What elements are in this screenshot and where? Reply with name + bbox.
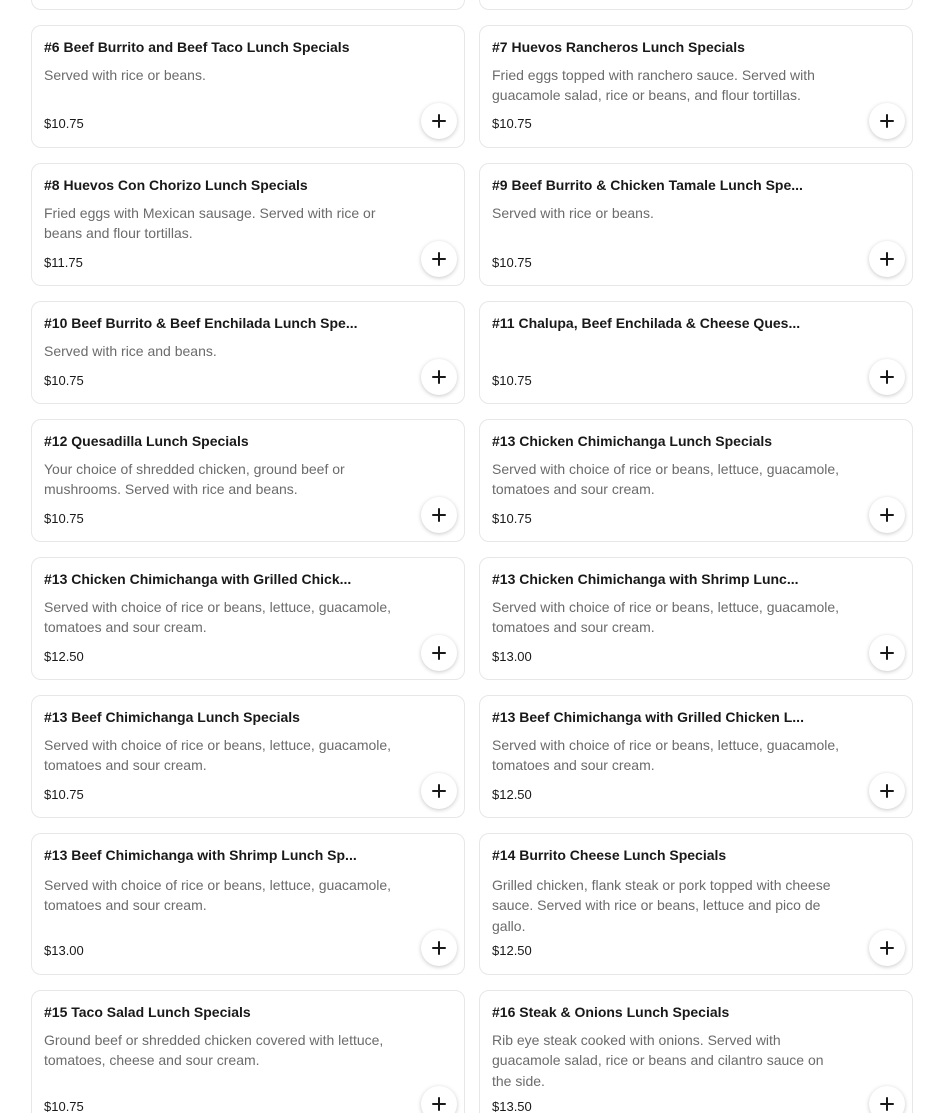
menu-item-title: #12 Quesadilla Lunch Specials <box>44 433 249 449</box>
menu-item-card[interactable] <box>479 557 913 680</box>
menu-item-card[interactable] <box>31 557 465 680</box>
menu-item-price: $10.75 <box>44 373 84 388</box>
menu-item-price: $12.50 <box>492 943 532 958</box>
plus-icon <box>432 114 446 128</box>
menu-item-price: $10.75 <box>492 255 532 270</box>
menu-item-description: Served with rice or beans. <box>492 205 654 221</box>
menu-item-card[interactable] <box>31 419 465 542</box>
menu-item-price: $10.75 <box>492 373 532 388</box>
add-item-button[interactable] <box>421 773 457 809</box>
add-item-button[interactable] <box>869 635 905 671</box>
menu-item-price: $10.75 <box>44 1099 84 1113</box>
menu-item-description: Served with choice of rice or beans, lettuce, guacamole, tomatoes and sour cream. <box>44 599 392 636</box>
menu-item-price: $12.50 <box>44 649 84 664</box>
menu-item-price: $10.75 <box>492 116 532 131</box>
menu-item-price: $13.50 <box>492 1099 532 1113</box>
menu-item-description: Rib eye steak cooked with onions. Served with guacamole salad, rice or beans and cilantro sauce on the side. <box>492 1032 824 1089</box>
plus-icon <box>880 1097 894 1111</box>
menu-item-card[interactable] <box>479 695 913 818</box>
menu-item-title: #8 Huevos Con Chorizo Lunch Specials <box>44 177 308 193</box>
menu-item-description: Served with choice of rice or beans, lettuce, guacamole, tomatoes and sour cream. <box>492 599 840 636</box>
add-item-button[interactable] <box>869 241 905 277</box>
plus-icon <box>880 114 894 128</box>
add-item-button[interactable] <box>869 359 905 395</box>
menu-item-title: #15 Taco Salad Lunch Specials <box>44 1004 251 1020</box>
menu-item-title: #11 Chalupa, Beef Enchilada & Cheese Ques... <box>492 315 801 331</box>
plus-icon <box>432 646 446 660</box>
add-item-button[interactable] <box>421 497 457 533</box>
add-item-button[interactable] <box>869 103 905 139</box>
menu-item-price: $10.75 <box>44 116 84 131</box>
plus-icon <box>880 941 894 955</box>
add-item-button[interactable] <box>869 1086 905 1113</box>
plus-icon <box>880 508 894 522</box>
add-item-button[interactable] <box>869 930 905 966</box>
plus-icon <box>432 784 446 798</box>
menu-item-card[interactable] <box>479 419 913 542</box>
add-item-button[interactable] <box>421 1086 457 1113</box>
menu-item-title: #13 Chicken Chimichanga with Shrimp Lunc... <box>492 571 799 587</box>
menu-item-price: $10.75 <box>492 511 532 526</box>
menu-item-card-partial[interactable] <box>31 0 465 10</box>
menu-item-card[interactable] <box>479 990 913 1113</box>
menu-item-title: #13 Chicken Chimichanga Lunch Specials <box>492 433 773 449</box>
menu-item-description: Fried eggs with Mexican sausage. Served with rice or beans and flour tortillas. <box>44 205 376 242</box>
menu-item-title: #14 Burrito Cheese Lunch Specials <box>492 847 727 863</box>
menu-item-description: Grilled chicken, flank steak or pork topped with cheese sauce. Served with rice or beans, lettuce and pico de gallo. <box>492 877 831 934</box>
add-item-button[interactable] <box>421 359 457 395</box>
menu-item-card[interactable] <box>31 301 465 404</box>
menu-item-title: #7 Huevos Rancheros Lunch Specials <box>492 39 745 55</box>
plus-icon <box>432 1097 446 1111</box>
plus-icon <box>432 508 446 522</box>
menu-item-card[interactable] <box>479 163 913 286</box>
plus-icon <box>432 370 446 384</box>
menu-item-card[interactable] <box>31 25 465 148</box>
menu-item-card[interactable] <box>479 833 913 975</box>
menu-item-price: $13.00 <box>492 649 532 664</box>
menu-item-description: Served with rice and beans. <box>44 343 217 359</box>
menu-item-title: #9 Beef Burrito & Chicken Tamale Lunch Spe... <box>492 177 803 193</box>
add-item-button[interactable] <box>869 773 905 809</box>
plus-icon <box>432 252 446 266</box>
menu-item-description: Served with choice of rice or beans, lettuce, guacamole, tomatoes and sour cream. <box>44 737 392 774</box>
menu-item-card-partial[interactable] <box>479 0 913 10</box>
plus-icon <box>880 370 894 384</box>
add-item-button[interactable] <box>421 930 457 966</box>
menu-item-description: Served with choice of rice or beans, lettuce, guacamole, tomatoes and sour cream. <box>492 461 840 498</box>
menu-item-price: $10.75 <box>44 511 84 526</box>
menu-item-description: Served with choice of rice or beans, lettuce, guacamole, tomatoes and sour cream. <box>44 877 392 914</box>
add-item-button[interactable] <box>869 497 905 533</box>
menu-item-title: #13 Chicken Chimichanga with Grilled Chick... <box>44 571 352 587</box>
menu-item-title: #10 Beef Burrito & Beef Enchilada Lunch Spe... <box>44 315 358 331</box>
add-item-button[interactable] <box>421 241 457 277</box>
menu-item-card[interactable] <box>479 301 913 404</box>
menu-item-description: Ground beef or shredded chicken covered with lettuce, tomatoes, cheese and sour cream. <box>44 1032 384 1069</box>
menu-item-price: $12.50 <box>492 787 532 802</box>
menu-item-title: #13 Beef Chimichanga Lunch Specials <box>44 709 300 725</box>
menu-item-card[interactable] <box>31 163 465 286</box>
add-item-button[interactable] <box>421 635 457 671</box>
plus-icon <box>880 784 894 798</box>
menu-item-card[interactable] <box>31 833 465 975</box>
menu-item-card[interactable] <box>31 990 465 1113</box>
menu-item-card[interactable] <box>31 695 465 818</box>
plus-icon <box>432 941 446 955</box>
menu-item-description: Served with choice of rice or beans, lettuce, guacamole, tomatoes and sour cream. <box>492 737 840 774</box>
menu-item-description: Your choice of shredded chicken, ground beef or mushrooms. Served with rice and beans. <box>44 461 345 498</box>
add-item-button[interactable] <box>421 103 457 139</box>
menu-item-price: $13.00 <box>44 943 84 958</box>
menu-item-title: #6 Beef Burrito and Beef Taco Lunch Specials <box>44 39 350 55</box>
menu-item-title: #13 Beef Chimichanga with Shrimp Lunch Sp... <box>44 847 357 863</box>
menu-item-description: Fried eggs topped with ranchero sauce. Served with guacamole salad, rice or beans, and flour tortillas. <box>492 67 815 104</box>
menu-item-title: #16 Steak & Onions Lunch Specials <box>492 1004 730 1020</box>
plus-icon <box>880 646 894 660</box>
menu-item-price: $10.75 <box>44 787 84 802</box>
menu-item-price: $11.75 <box>44 255 83 270</box>
menu-item-card[interactable] <box>479 25 913 148</box>
menu-item-description: Served with rice or beans. <box>44 67 206 83</box>
menu-item-title: #13 Beef Chimichanga with Grilled Chicken L... <box>492 709 804 725</box>
plus-icon <box>880 252 894 266</box>
